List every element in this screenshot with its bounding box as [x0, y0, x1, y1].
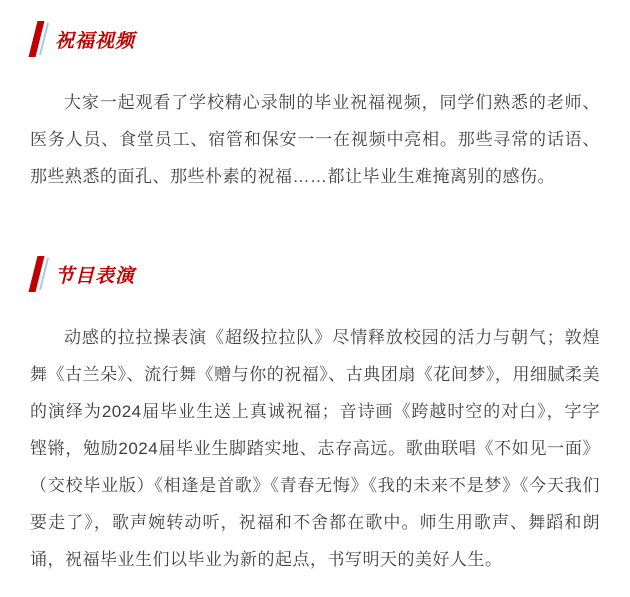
double-slash-icon [30, 21, 48, 57]
section-header-performance [30, 255, 630, 293]
double-slash-icon [30, 256, 48, 292]
section-header-blessing-video [30, 20, 630, 58]
paragraph-performance: 动感的拉拉操表演《超级拉拉队》尽情释放校园的活力与朝气；敦煌舞《古兰朵》、流行舞《赠与你的祝福》、古典团扇《花间梦》，用细腻柔美的演绎为2024届毕业生送上真诚祝福；音诗画《跨越时空的对白》，字字铿锵，勉励2024届毕业生脚踏实地、志存高远。歌曲联唱《不如见一面》（交校毕业版）《相逢是首歌》《青春无悔》《我的未来不是梦》《今天我们要走了》，歌声婉转动听，祝福和不舍都在歌中。师生用歌声、舞蹈和朗诵，祝福毕业生们以毕业为新的起点，书写明天的美好人生。 [30, 328, 600, 569]
paragraph-blessing-video: 大家一起观看了学校精心录制的毕业祝福视频，同学们熟悉的老师、医务人员、食堂员工、宿管和保安一一在视频中亮相。那些寻常的话语、那些熟悉的面孔、那些朴素的祝福……都让毕业生难掩离别的感伤。 [30, 93, 600, 186]
section-performance [0, 255, 630, 578]
section-blessing-video [0, 20, 630, 195]
section-title-blessing-video: 祝福视频 [55, 30, 136, 52]
section-title-performance: 节目表演 [55, 265, 136, 287]
